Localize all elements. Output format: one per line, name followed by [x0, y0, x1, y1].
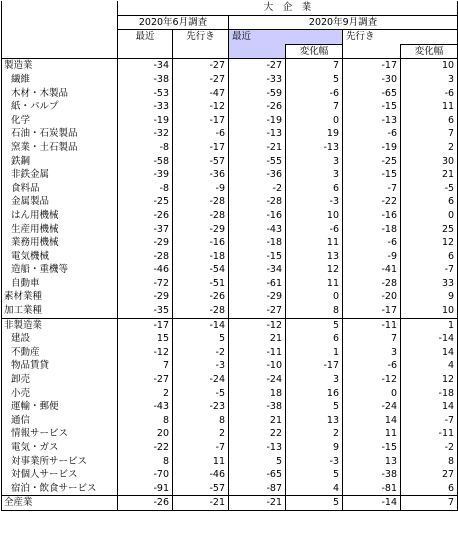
sept-recent-cell: -19 — [229, 114, 286, 128]
sept-outlook-change-cell: -2 — [401, 441, 458, 455]
sept-outlook-change-cell: 7 — [401, 496, 458, 511]
june-recent-header: 最近 — [118, 30, 173, 45]
june-recent-cell: -33 — [118, 100, 173, 114]
june-recent-cell: -38 — [118, 73, 173, 87]
row-label: 物品賃貸 — [2, 359, 118, 373]
table-row — [2, 414, 458, 428]
june-outlook-cell: 11 — [173, 455, 229, 469]
june-outlook-cell: -17 — [173, 141, 229, 155]
june-outlook-cell: -2 — [173, 346, 229, 360]
sept-recent-change-cell: 13 — [286, 250, 343, 264]
june-outlook-cell: 8 — [173, 414, 229, 428]
sept-outlook-cell: -14 — [343, 496, 401, 511]
june-outlook-cell: -14 — [173, 318, 229, 332]
june-outlook-cell: -28 — [173, 209, 229, 223]
june-outlook-cell: -18 — [173, 250, 229, 264]
sept-outlook-change-cell: -7 — [401, 414, 458, 428]
june-outlook-cell: -28 — [173, 195, 229, 209]
sept-recent-change-cell: 4 — [286, 482, 343, 496]
june-recent-cell: -58 — [118, 155, 173, 169]
june-recent-cell: -29 — [118, 290, 173, 304]
sept-recent-change-cell: 11 — [286, 277, 343, 291]
sept-survey-header: 2020年9月調査 — [229, 15, 458, 30]
sept-outlook-change-cell: 33 — [401, 277, 458, 291]
table-row — [2, 155, 458, 169]
sept-recent-cell: -2 — [229, 182, 286, 196]
row-label: 繊維 — [2, 73, 118, 87]
sept-outlook-cell: -13 — [343, 114, 401, 128]
sept-outlook-change-cell: 25 — [401, 223, 458, 237]
june-recent-cell: -53 — [118, 87, 173, 101]
table-row — [2, 373, 458, 387]
sept-recent-cell: -38 — [229, 400, 286, 414]
table-row — [2, 100, 458, 114]
sept-recent-change-cell: 0 — [286, 290, 343, 304]
sept-recent-change-cell: 5 — [286, 73, 343, 87]
sept-outlook-change-cell: 6 — [401, 482, 458, 496]
june-survey-header: 2020年6月調査 — [118, 15, 229, 30]
june-outlook-cell: -28 — [173, 304, 229, 318]
sept-outlook-cell: 11 — [343, 427, 401, 441]
sept-recent-cell: -15 — [229, 250, 286, 264]
table-row — [2, 346, 458, 360]
row-label: 紙・パルプ — [2, 100, 118, 114]
sept-outlook-change-cell: 12 — [401, 236, 458, 250]
june-outlook-cell: -57 — [173, 155, 229, 169]
june-outlook-cell: -5 — [173, 387, 229, 401]
sept-recent-cell: -59 — [229, 87, 286, 101]
sept-recent-change-cell: 2 — [286, 427, 343, 441]
june-outlook-cell: -21 — [173, 496, 229, 511]
june-recent-cell: 8 — [118, 455, 173, 469]
june-recent-cell: -32 — [118, 127, 173, 141]
sept-outlook-cell: -38 — [343, 468, 401, 482]
sept-outlook-change-cell: -5 — [401, 182, 458, 196]
june-recent-cell: -25 — [118, 195, 173, 209]
table-row — [2, 114, 458, 128]
sept-recent-cell: 18 — [229, 387, 286, 401]
june-outlook-cell: -46 — [173, 468, 229, 482]
june-recent-cell: -29 — [118, 236, 173, 250]
june-outlook-cell: -51 — [173, 277, 229, 291]
table-row — [2, 277, 458, 291]
row-label: 建設 — [2, 332, 118, 346]
sept-recent-change-cell: 5 — [286, 468, 343, 482]
row-label: 生産用機械 — [2, 223, 118, 237]
sept-recent-change-cell: 3 — [286, 155, 343, 169]
sept-recent-change-cell: -13 — [286, 141, 343, 155]
june-recent-cell: -17 — [118, 318, 173, 332]
table-body — [2, 59, 458, 511]
row-label: 業務用機械 — [2, 236, 118, 250]
header-blank — [2, 15, 118, 30]
sept-outlook-cell: 13 — [343, 455, 401, 469]
sept-recent-change-cell: 11 — [286, 236, 343, 250]
sept-outlook-cell: 3 — [343, 346, 401, 360]
sept-recent-cell: -27 — [229, 59, 286, 73]
june-outlook-cell: -27 — [173, 73, 229, 87]
sept-outlook-change-cell: 6 — [401, 195, 458, 209]
sept-outlook-change-cell: 0 — [401, 209, 458, 223]
june-recent-cell: -8 — [118, 182, 173, 196]
table-row — [2, 209, 458, 223]
row-label: 金属製品 — [2, 195, 118, 209]
june-outlook-cell: -27 — [173, 59, 229, 73]
june-outlook-cell: -3 — [173, 359, 229, 373]
june-recent-cell: -46 — [118, 263, 173, 277]
june-recent-cell: -37 — [118, 223, 173, 237]
sept-outlook-cell: -22 — [343, 195, 401, 209]
sept-recent-cell: -28 — [229, 195, 286, 209]
table-row — [2, 482, 458, 496]
june-recent-cell: -26 — [118, 209, 173, 223]
june-recent-cell: -12 — [118, 346, 173, 360]
sept-outlook-change-cell: 7 — [401, 127, 458, 141]
sept-recent-cell: -12 — [229, 318, 286, 332]
sept-outlook-change-cell: -11 — [401, 427, 458, 441]
sept-recent-change-cell: 13 — [286, 414, 343, 428]
sept-recent-change-cell: -6 — [286, 223, 343, 237]
sept-outlook-cell: -28 — [343, 277, 401, 291]
sept-recent-change-cell: 1 — [286, 346, 343, 360]
table-row — [2, 73, 458, 87]
sept-recent-change-cell: 6 — [286, 332, 343, 346]
june-recent-cell: 8 — [118, 414, 173, 428]
june-recent-cell: 15 — [118, 332, 173, 346]
june-outlook-cell: -16 — [173, 236, 229, 250]
header-blank — [2, 44, 118, 59]
june-outlook-header: 先行き — [173, 30, 229, 45]
sept-recent-cell: -21 — [229, 496, 286, 511]
june-recent-cell: -91 — [118, 482, 173, 496]
sept-outlook-change-cell: 6 — [401, 114, 458, 128]
june-outlook-cell: -36 — [173, 168, 229, 182]
tankan-table — [1, 1, 458, 511]
june-recent-cell: 7 — [118, 359, 173, 373]
sept-recent-change-cell: 0 — [286, 114, 343, 128]
june-outlook-cell: -17 — [173, 114, 229, 128]
sept-outlook-cell: -15 — [343, 441, 401, 455]
sept-outlook-change-cell: 1 — [401, 318, 458, 332]
row-label: はん用機械 — [2, 209, 118, 223]
sept-outlook-change-cell: 4 — [401, 359, 458, 373]
sept-outlook-change-cell: -6 — [401, 87, 458, 101]
header-blank — [343, 44, 401, 59]
row-label: 電気・ガス — [2, 441, 118, 455]
june-outlook-cell: -47 — [173, 87, 229, 101]
row-label: 窯業・土石製品 — [2, 141, 118, 155]
row-label: 情報サービス — [2, 427, 118, 441]
table-row — [2, 304, 458, 318]
sept-outlook-change-cell: 8 — [401, 455, 458, 469]
row-label: 加工業種 — [2, 304, 118, 318]
sept-recent-cell: -34 — [229, 263, 286, 277]
sept-outlook-cell: -12 — [343, 373, 401, 387]
sept-recent-cell: -29 — [229, 290, 286, 304]
sept-outlook-cell: -65 — [343, 87, 401, 101]
row-label: 対個人サービス — [2, 468, 118, 482]
june-outlook-cell: -9 — [173, 182, 229, 196]
sept-outlook-change-cell: 14 — [401, 400, 458, 414]
june-outlook-cell: -29 — [173, 223, 229, 237]
table-row — [2, 141, 458, 155]
june-outlook-cell: -24 — [173, 373, 229, 387]
sept-outlook-cell: -7 — [343, 182, 401, 196]
june-recent-cell: -26 — [118, 496, 173, 511]
row-label: 製造業 — [2, 59, 118, 73]
table-row — [2, 441, 458, 455]
june-recent-cell: -28 — [118, 250, 173, 264]
sept-recent-change-cell: -17 — [286, 359, 343, 373]
june-outlook-cell: -7 — [173, 441, 229, 455]
table-row — [2, 332, 458, 346]
sept-outlook-cell: -9 — [343, 250, 401, 264]
sept-recent-change-cell: 7 — [286, 100, 343, 114]
sept-outlook-cell: -30 — [343, 73, 401, 87]
table-row — [2, 468, 458, 482]
sept-recent-header: 最近 — [229, 30, 343, 45]
sept-outlook-cell: -16 — [343, 209, 401, 223]
june-outlook-cell: 2 — [173, 427, 229, 441]
sept-outlook-cell: -41 — [343, 263, 401, 277]
sept-recent-change-cell: 6 — [286, 182, 343, 196]
sept-outlook-change-header: 変化幅 — [401, 44, 458, 59]
sept-outlook-change-cell: 21 — [401, 168, 458, 182]
table-row — [2, 182, 458, 196]
row-label: 自動車 — [2, 277, 118, 291]
sept-recent-change-cell: -3 — [286, 455, 343, 469]
sept-recent-change-cell: -3 — [286, 195, 343, 209]
sept-outlook-cell: -81 — [343, 482, 401, 496]
june-recent-cell: -39 — [118, 168, 173, 182]
sept-recent-cell: -65 — [229, 468, 286, 482]
sept-outlook-cell: -19 — [343, 141, 401, 155]
row-label: 宿泊・飲食サービス — [2, 482, 118, 496]
sept-outlook-change-cell: -14 — [401, 332, 458, 346]
sept-outlook-cell: -17 — [343, 59, 401, 73]
table-row — [2, 250, 458, 264]
june-recent-cell: -8 — [118, 141, 173, 155]
june-outlook-cell: 5 — [173, 332, 229, 346]
sept-outlook-change-cell: 9 — [401, 290, 458, 304]
header-blank — [229, 44, 286, 59]
row-label: 素材業種 — [2, 290, 118, 304]
sept-outlook-cell: 0 — [343, 387, 401, 401]
header-blank — [118, 44, 173, 59]
sept-outlook-cell: -18 — [343, 223, 401, 237]
sept-recent-cell: -33 — [229, 73, 286, 87]
row-label: 小売 — [2, 387, 118, 401]
sept-outlook-cell: -15 — [343, 100, 401, 114]
row-label: 鉄鋼 — [2, 155, 118, 169]
sept-recent-change-cell: 5 — [286, 496, 343, 511]
sept-recent-change-cell: 5 — [286, 400, 343, 414]
table-row — [2, 359, 458, 373]
table-row — [2, 127, 458, 141]
june-recent-cell: -34 — [118, 59, 173, 73]
row-label: 対事業所サービス — [2, 455, 118, 469]
sept-recent-cell: 21 — [229, 332, 286, 346]
june-recent-cell: -22 — [118, 441, 173, 455]
row-label: 不動産 — [2, 346, 118, 360]
sept-recent-cell: -27 — [229, 304, 286, 318]
sept-recent-cell: -18 — [229, 236, 286, 250]
table-row — [2, 168, 458, 182]
sept-outlook-change-cell: 2 — [401, 141, 458, 155]
row-label: 全産業 — [2, 496, 118, 511]
row-label: 木材・木製品 — [2, 87, 118, 101]
sept-outlook-cell: -6 — [343, 359, 401, 373]
sept-outlook-cell: -24 — [343, 400, 401, 414]
sept-recent-change-cell: 5 — [286, 318, 343, 332]
row-label: 化学 — [2, 114, 118, 128]
june-outlook-cell: -6 — [173, 127, 229, 141]
sept-outlook-cell: -6 — [343, 236, 401, 250]
table-row — [2, 223, 458, 237]
june-recent-cell: 2 — [118, 387, 173, 401]
sept-outlook-change-cell: 11 — [401, 100, 458, 114]
june-recent-cell: -35 — [118, 304, 173, 318]
june-recent-cell: -72 — [118, 277, 173, 291]
june-recent-cell: -70 — [118, 468, 173, 482]
sept-recent-change-cell: 7 — [286, 59, 343, 73]
table-row — [2, 59, 458, 73]
row-label: 通信 — [2, 414, 118, 428]
june-recent-cell: -43 — [118, 400, 173, 414]
table-row — [2, 318, 458, 332]
june-recent-cell: -27 — [118, 373, 173, 387]
table-row — [2, 236, 458, 250]
sept-outlook-change-cell: -7 — [401, 263, 458, 277]
sept-recent-change-cell: 10 — [286, 209, 343, 223]
sept-outlook-cell: 14 — [343, 414, 401, 428]
sept-outlook-cell: -25 — [343, 155, 401, 169]
header-blank — [173, 44, 229, 59]
sept-recent-cell: -13 — [229, 127, 286, 141]
row-label: 電気機械 — [2, 250, 118, 264]
sept-recent-cell: -21 — [229, 141, 286, 155]
sept-outlook-change-cell: 10 — [401, 59, 458, 73]
sept-outlook-change-cell: 27 — [401, 468, 458, 482]
sept-outlook-cell: -20 — [343, 290, 401, 304]
sept-outlook-header: 先行き — [343, 30, 458, 45]
row-label: 食料品 — [2, 182, 118, 196]
table-row — [2, 387, 458, 401]
sept-recent-change-cell: 3 — [286, 373, 343, 387]
table-row — [2, 400, 458, 414]
table-row — [2, 263, 458, 277]
sept-recent-cell: -87 — [229, 482, 286, 496]
sept-outlook-change-cell: 14 — [401, 346, 458, 360]
sept-recent-cell: -10 — [229, 359, 286, 373]
june-recent-cell: -19 — [118, 114, 173, 128]
header-blank — [2, 30, 118, 45]
june-outlook-cell: -12 — [173, 100, 229, 114]
sept-outlook-cell: -17 — [343, 304, 401, 318]
table-row — [2, 87, 458, 101]
sept-recent-change-cell: 8 — [286, 304, 343, 318]
june-recent-cell: 20 — [118, 427, 173, 441]
row-label: 造船・重機等 — [2, 263, 118, 277]
sept-recent-cell: 5 — [229, 455, 286, 469]
sept-outlook-cell: -15 — [343, 168, 401, 182]
sept-recent-change-cell: -6 — [286, 87, 343, 101]
sept-outlook-cell: -6 — [343, 127, 401, 141]
sept-outlook-change-cell: -18 — [401, 387, 458, 401]
sept-recent-cell: -11 — [229, 346, 286, 360]
sept-recent-cell: -43 — [229, 223, 286, 237]
sept-recent-cell: -13 — [229, 441, 286, 455]
sept-outlook-change-cell: 10 — [401, 304, 458, 318]
sept-outlook-change-cell: 3 — [401, 73, 458, 87]
sept-recent-change-cell: 19 — [286, 127, 343, 141]
june-outlook-cell: -26 — [173, 290, 229, 304]
row-label: 石油・石炭製品 — [2, 127, 118, 141]
table-row — [2, 455, 458, 469]
sept-recent-cell: -26 — [229, 100, 286, 114]
table-title: 大 企 業 — [118, 1, 458, 15]
sept-recent-cell: -16 — [229, 209, 286, 223]
sept-recent-cell: -55 — [229, 155, 286, 169]
june-outlook-cell: -54 — [173, 263, 229, 277]
sept-outlook-change-cell: 12 — [401, 373, 458, 387]
sept-recent-change-cell: 3 — [286, 168, 343, 182]
row-label: 非鉄金属 — [2, 168, 118, 182]
table-row — [2, 427, 458, 441]
sept-recent-change-cell: 16 — [286, 387, 343, 401]
sept-recent-cell: 21 — [229, 414, 286, 428]
row-label: 卸売 — [2, 373, 118, 387]
sept-recent-cell: 22 — [229, 427, 286, 441]
sept-recent-cell: -24 — [229, 373, 286, 387]
table-row — [2, 496, 458, 511]
header-blank — [2, 1, 118, 15]
row-label: 非製造業 — [2, 318, 118, 332]
row-label: 運輸・郵便 — [2, 400, 118, 414]
sept-recent-change-cell: 9 — [286, 441, 343, 455]
sept-outlook-cell: -11 — [343, 318, 401, 332]
sept-recent-change-header: 変化幅 — [286, 44, 343, 59]
sept-recent-change-cell: 12 — [286, 263, 343, 277]
sept-outlook-cell: 7 — [343, 332, 401, 346]
june-outlook-cell: -57 — [173, 482, 229, 496]
sept-outlook-change-cell: 30 — [401, 155, 458, 169]
sept-recent-cell: -36 — [229, 168, 286, 182]
table-row — [2, 290, 458, 304]
sept-outlook-change-cell: 6 — [401, 250, 458, 264]
sept-recent-cell: -61 — [229, 277, 286, 291]
table-row — [2, 195, 458, 209]
june-outlook-cell: -23 — [173, 400, 229, 414]
